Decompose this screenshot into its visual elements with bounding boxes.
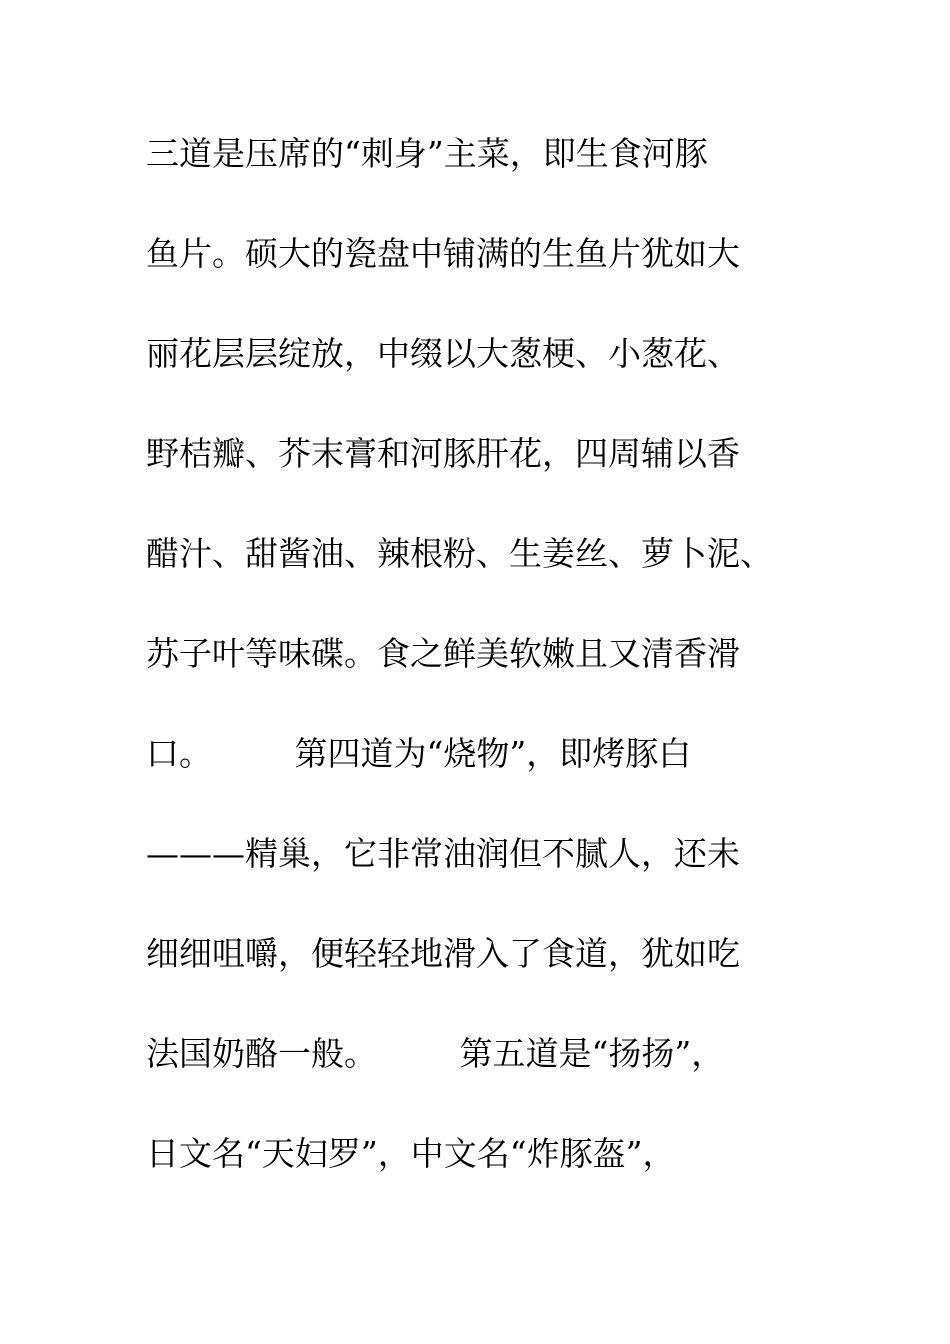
text-line: ———精巢，它非常油润但不腻人，还未 bbox=[146, 834, 740, 873]
text-line: 口。 第四道为“烧物”，即烤豚白 bbox=[146, 734, 692, 773]
text-line: 苏子叶等味碟。食之鲜美软嫩且又清香滑 bbox=[146, 634, 740, 673]
text-line: 鱼片。硕大的瓷盘中铺满的生鱼片犹如大 bbox=[146, 234, 740, 273]
text-line: 野桔瓣、芥末膏和河豚肝花，四周辅以香 bbox=[146, 434, 740, 473]
text-line: 丽花层层绽放，中缀以大葱梗、小葱花、 bbox=[146, 334, 740, 373]
text-line: 醋汁、甜酱油、辣根粉、生姜丝、萝卜泥、 bbox=[146, 534, 773, 573]
text-line: 法国奶酪一般。 第五道是“扬扬”， bbox=[146, 1034, 725, 1073]
text-line: 细细咀嚼，便轻轻地滑入了食道，犹如吃 bbox=[146, 934, 740, 973]
text-line: 日文名“天妇罗”，中文名“炸豚盔”， bbox=[146, 1134, 676, 1173]
text-line: 三道是压席的“刺身”主菜，即生食河豚 bbox=[146, 134, 708, 173]
body-text bbox=[146, 122, 836, 1222]
